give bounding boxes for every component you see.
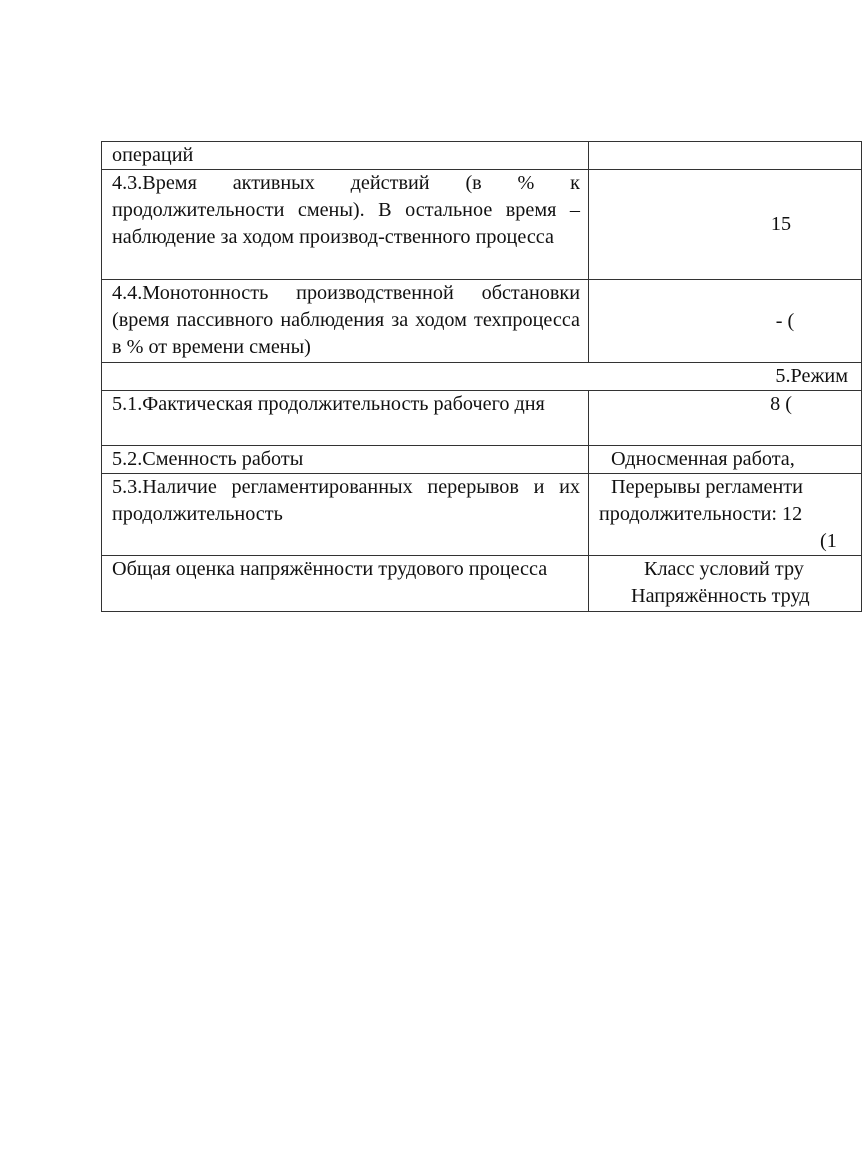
- active-time-value: 15: [770, 213, 792, 235]
- shift-value-cell: [589, 446, 862, 474]
- operations-value-cell: [589, 142, 862, 170]
- shift-label-cell: 5.2.Сменность работы: [102, 446, 589, 474]
- overall-value-cell: [589, 556, 862, 612]
- working-day-label-cell: 5.1.Фактическая продолжительность рабочего дня: [102, 391, 589, 446]
- breaks-value-line-3: (1: [820, 530, 837, 552]
- monotony-value: - (: [775, 309, 795, 332]
- table-row: [102, 446, 862, 474]
- breaks-value-line-2: продолжительности: 12: [599, 503, 803, 525]
- shift-value: Односменная работа,: [611, 448, 795, 470]
- table-row: [102, 391, 862, 446]
- overall-value-line-2: Напряжённость труд: [631, 585, 810, 607]
- table-row: [102, 142, 862, 170]
- breaks-value-cell: [589, 474, 862, 556]
- table-row: [102, 170, 862, 280]
- overall-label-cell: Общая оценка напряжённости трудового процесса: [102, 556, 589, 612]
- section-5-header-cell: [102, 363, 862, 391]
- table-row: [102, 556, 862, 612]
- monotony-label-cell: 4.4.Монотонность производственной обстановки (время пассивного наблюдения за ходом техпроцесса в % от времени смены): [102, 280, 589, 363]
- breaks-label-cell: 5.3.Наличие регламентированных перерывов и их продолжительность: [102, 474, 589, 556]
- breaks-value-line-1: Перерывы регламенти: [611, 476, 803, 498]
- labor-intensity-table: [101, 141, 862, 612]
- monotony-value-cell: [589, 280, 862, 363]
- table-row: [102, 363, 862, 391]
- active-time-label-cell: 4.3.Время активных действий (в % к продолжительности смены). В остальное время – наблюдение за ходом производ-ственного процесса: [102, 170, 589, 280]
- working-day-value-cell: [589, 391, 862, 446]
- overall-value-line-1: Класс условий тру: [644, 558, 804, 580]
- active-time-value-cell: [589, 170, 862, 280]
- working-day-value: 8 (: [770, 393, 792, 415]
- table-row: [102, 474, 862, 556]
- table-row: [102, 280, 862, 363]
- operations-label-cell: операций: [102, 142, 589, 170]
- section-5-title: 5.Режим: [775, 365, 848, 387]
